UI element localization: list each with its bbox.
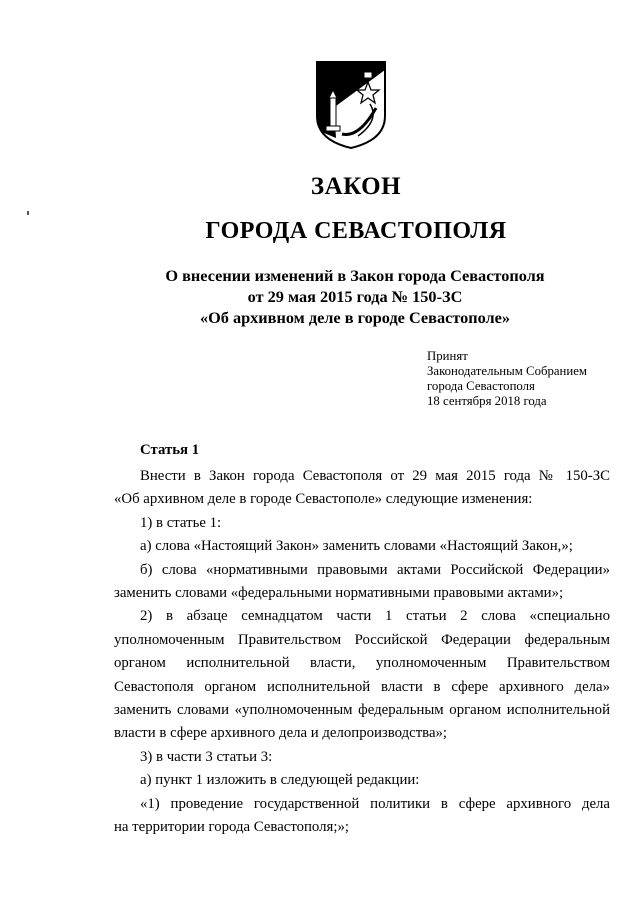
article-heading: Статья 1 (140, 442, 200, 458)
scan-speck (27, 211, 29, 215)
law-subject (0, 265, 640, 328)
body-line: власти в сфере архивного дела и делопроизводства»; (114, 725, 448, 742)
body-line: уполномоченным Правительством Российской Федерации федеральным (114, 631, 610, 648)
adoption-line: Принят (427, 349, 468, 363)
body-line: а) слова «Настоящий Закон» заменить словами «Настоящий Закон,»; (140, 538, 573, 555)
adoption-line: города Севастополя (427, 379, 535, 393)
body-line: б) слова «нормативными правовыми актами Российской Федерации» (140, 561, 610, 578)
adoption-line: Законодательным Собранием (427, 364, 588, 378)
body-line: 2) в абзаце семнадцатом части 1 статьи 2 слова «специально (140, 608, 610, 625)
body-line: «Об архивном деле в городе Севастополе» следующие изменения: (114, 491, 533, 508)
body-line: заменить словами «уполномоченным федеральным органом исполнительной (114, 702, 610, 719)
law-issuer-title: ГОРОДА СЕВАСТОПОЛЯ (205, 218, 507, 244)
body-line: органом исполнительной власти, уполномоченным Правительством (114, 655, 610, 672)
sevastopol-coat-of-arms-emblem (314, 60, 388, 150)
subject-line: «Об архивном деле в городе Севастополе» (199, 308, 511, 327)
body-line: а) пункт 1 изложить в следующей редакции: (140, 772, 420, 789)
body-line: «1) проведение государственной политики в сфере архивного дела (140, 795, 610, 812)
subject-line: от 29 мая 2015 года № 150-ЗС (247, 287, 463, 306)
law-title: ЗАКОН (310, 173, 402, 200)
body-line: на территории города Севастополя;»; (114, 819, 349, 836)
body-line: Севастополя органом исполнительной власти в сфере архивного дела» (114, 678, 610, 695)
body-line: заменить словами «федеральными нормативными правовыми актами»; (114, 585, 564, 602)
body-line: Внести в Закон города Севастополя от 29 мая 2015 года № 150-ЗС (140, 468, 610, 484)
subject-line: О внесении изменений в Закон города Севастополя (165, 266, 545, 285)
body-line: 3) в части 3 статьи 3: (140, 748, 273, 765)
article-body (114, 465, 610, 840)
body-line: 1) в статье 1: (140, 514, 222, 531)
adoption-block (427, 349, 587, 409)
adoption-date: 18 сентября 2018 года (427, 394, 547, 408)
